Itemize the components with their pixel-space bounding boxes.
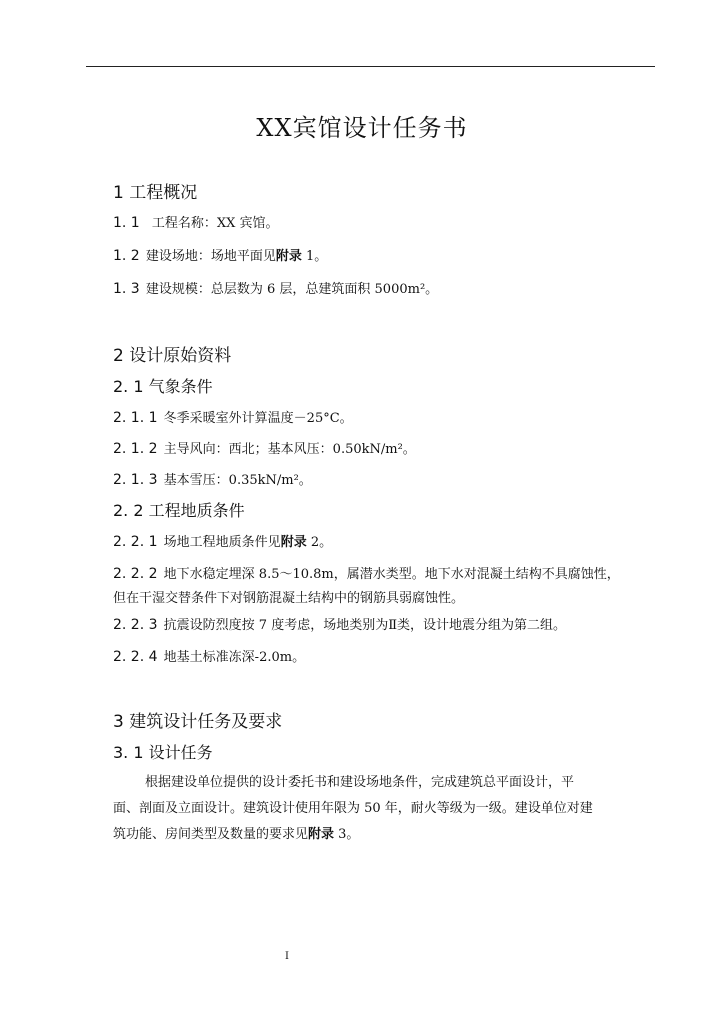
item-text: 地下水稳定埋深 8.5～10.8m，属潜水类型。地下水对混凝土结构不具腐蚀性， xyxy=(163,567,620,582)
item-text: 地基土标准冻深-2.0m。 xyxy=(163,650,306,665)
item-number: 2. 1. 3 xyxy=(113,472,158,488)
item-text: 建设规模：总层数为 6 层，总建筑面积 5000m²。 xyxy=(145,282,439,297)
item-text: 工程名称：XX 宾馆。 xyxy=(151,216,279,231)
item-number: 2. 1. 1 xyxy=(113,410,158,426)
page-number: I xyxy=(285,951,289,962)
subsection-heading-3-1: 3. 1 设计任务 xyxy=(113,743,213,762)
task-paragraph-line-2: 面、剖面及立面设计。建筑设计使用年限为 50 年，耐火等级为一级。建设单位对建 xyxy=(113,801,593,816)
item-number: 1. 1 xyxy=(113,215,140,231)
item-number: 2. 2. 3 xyxy=(113,617,158,633)
item-text-tail: 1。 xyxy=(301,249,328,264)
item-1-1 xyxy=(113,212,279,231)
item-number: 2. 1. 2 xyxy=(113,441,158,457)
item-2-2-3 xyxy=(113,614,566,633)
item-2-2-1 xyxy=(113,531,332,550)
section-heading-2: 2 设计原始资料 xyxy=(113,346,232,366)
appendix-ref: 附录 xyxy=(280,535,307,550)
item-1-2 xyxy=(113,245,327,264)
task-paragraph-line-3 xyxy=(113,823,359,842)
item-2-1-3 xyxy=(113,469,312,488)
item-2-2-2 xyxy=(113,563,620,582)
item-number: 2. 2. 1 xyxy=(113,534,158,550)
section-heading-1: 1 工程概况 xyxy=(113,183,198,203)
header-rule xyxy=(86,66,655,67)
task-paragraph-text: 筑功能、房间类型及数量的要求见 xyxy=(113,827,309,842)
item-number: 1. 3 xyxy=(113,281,140,297)
item-2-1-1 xyxy=(113,407,353,426)
item-2-2-2-continuation: 但在干湿交替条件下对钢筋混凝土结构中的钢筋具弱腐蚀性。 xyxy=(113,591,465,606)
appendix-ref: 附录 xyxy=(308,827,335,842)
item-number: 2. 2. 4 xyxy=(113,649,158,665)
item-number: 2. 2. 2 xyxy=(113,566,158,582)
item-text: 场地工程地质条件见 xyxy=(163,535,281,550)
task-paragraph-line-1: 根据建设单位提供的设计委托书和建设场地条件，完成建筑总平面设计，平 xyxy=(145,775,575,790)
item-text-tail: 2。 xyxy=(306,535,333,550)
item-1-3 xyxy=(113,278,438,297)
item-2-2-4 xyxy=(113,646,305,665)
item-2-1-2 xyxy=(113,438,416,457)
task-paragraph-tail: 3。 xyxy=(334,827,360,842)
subsection-heading-2-2: 2. 2 工程地质条件 xyxy=(113,501,245,520)
item-text: 基本雪压：0.35kN/m²。 xyxy=(163,473,312,488)
item-text: 主导风向：西北；基本风压：0.50kN/m²。 xyxy=(163,442,416,457)
item-text: 冬季采暖室外计算温度－25°C。 xyxy=(163,411,353,426)
subsection-heading-2-1: 2. 1 气象条件 xyxy=(113,377,213,396)
item-text: 建设场地：场地平面见 xyxy=(145,249,276,264)
document-title: XX宾馆设计任务书 xyxy=(256,114,468,142)
section-heading-3: 3 建筑设计任务及要求 xyxy=(113,712,283,732)
item-text: 抗震设防烈度按 7 度考虑，场地类别为Ⅱ类，设计地震分组为第二组。 xyxy=(163,618,567,633)
appendix-ref: 附录 xyxy=(275,249,302,264)
item-number: 1. 2 xyxy=(113,248,140,264)
